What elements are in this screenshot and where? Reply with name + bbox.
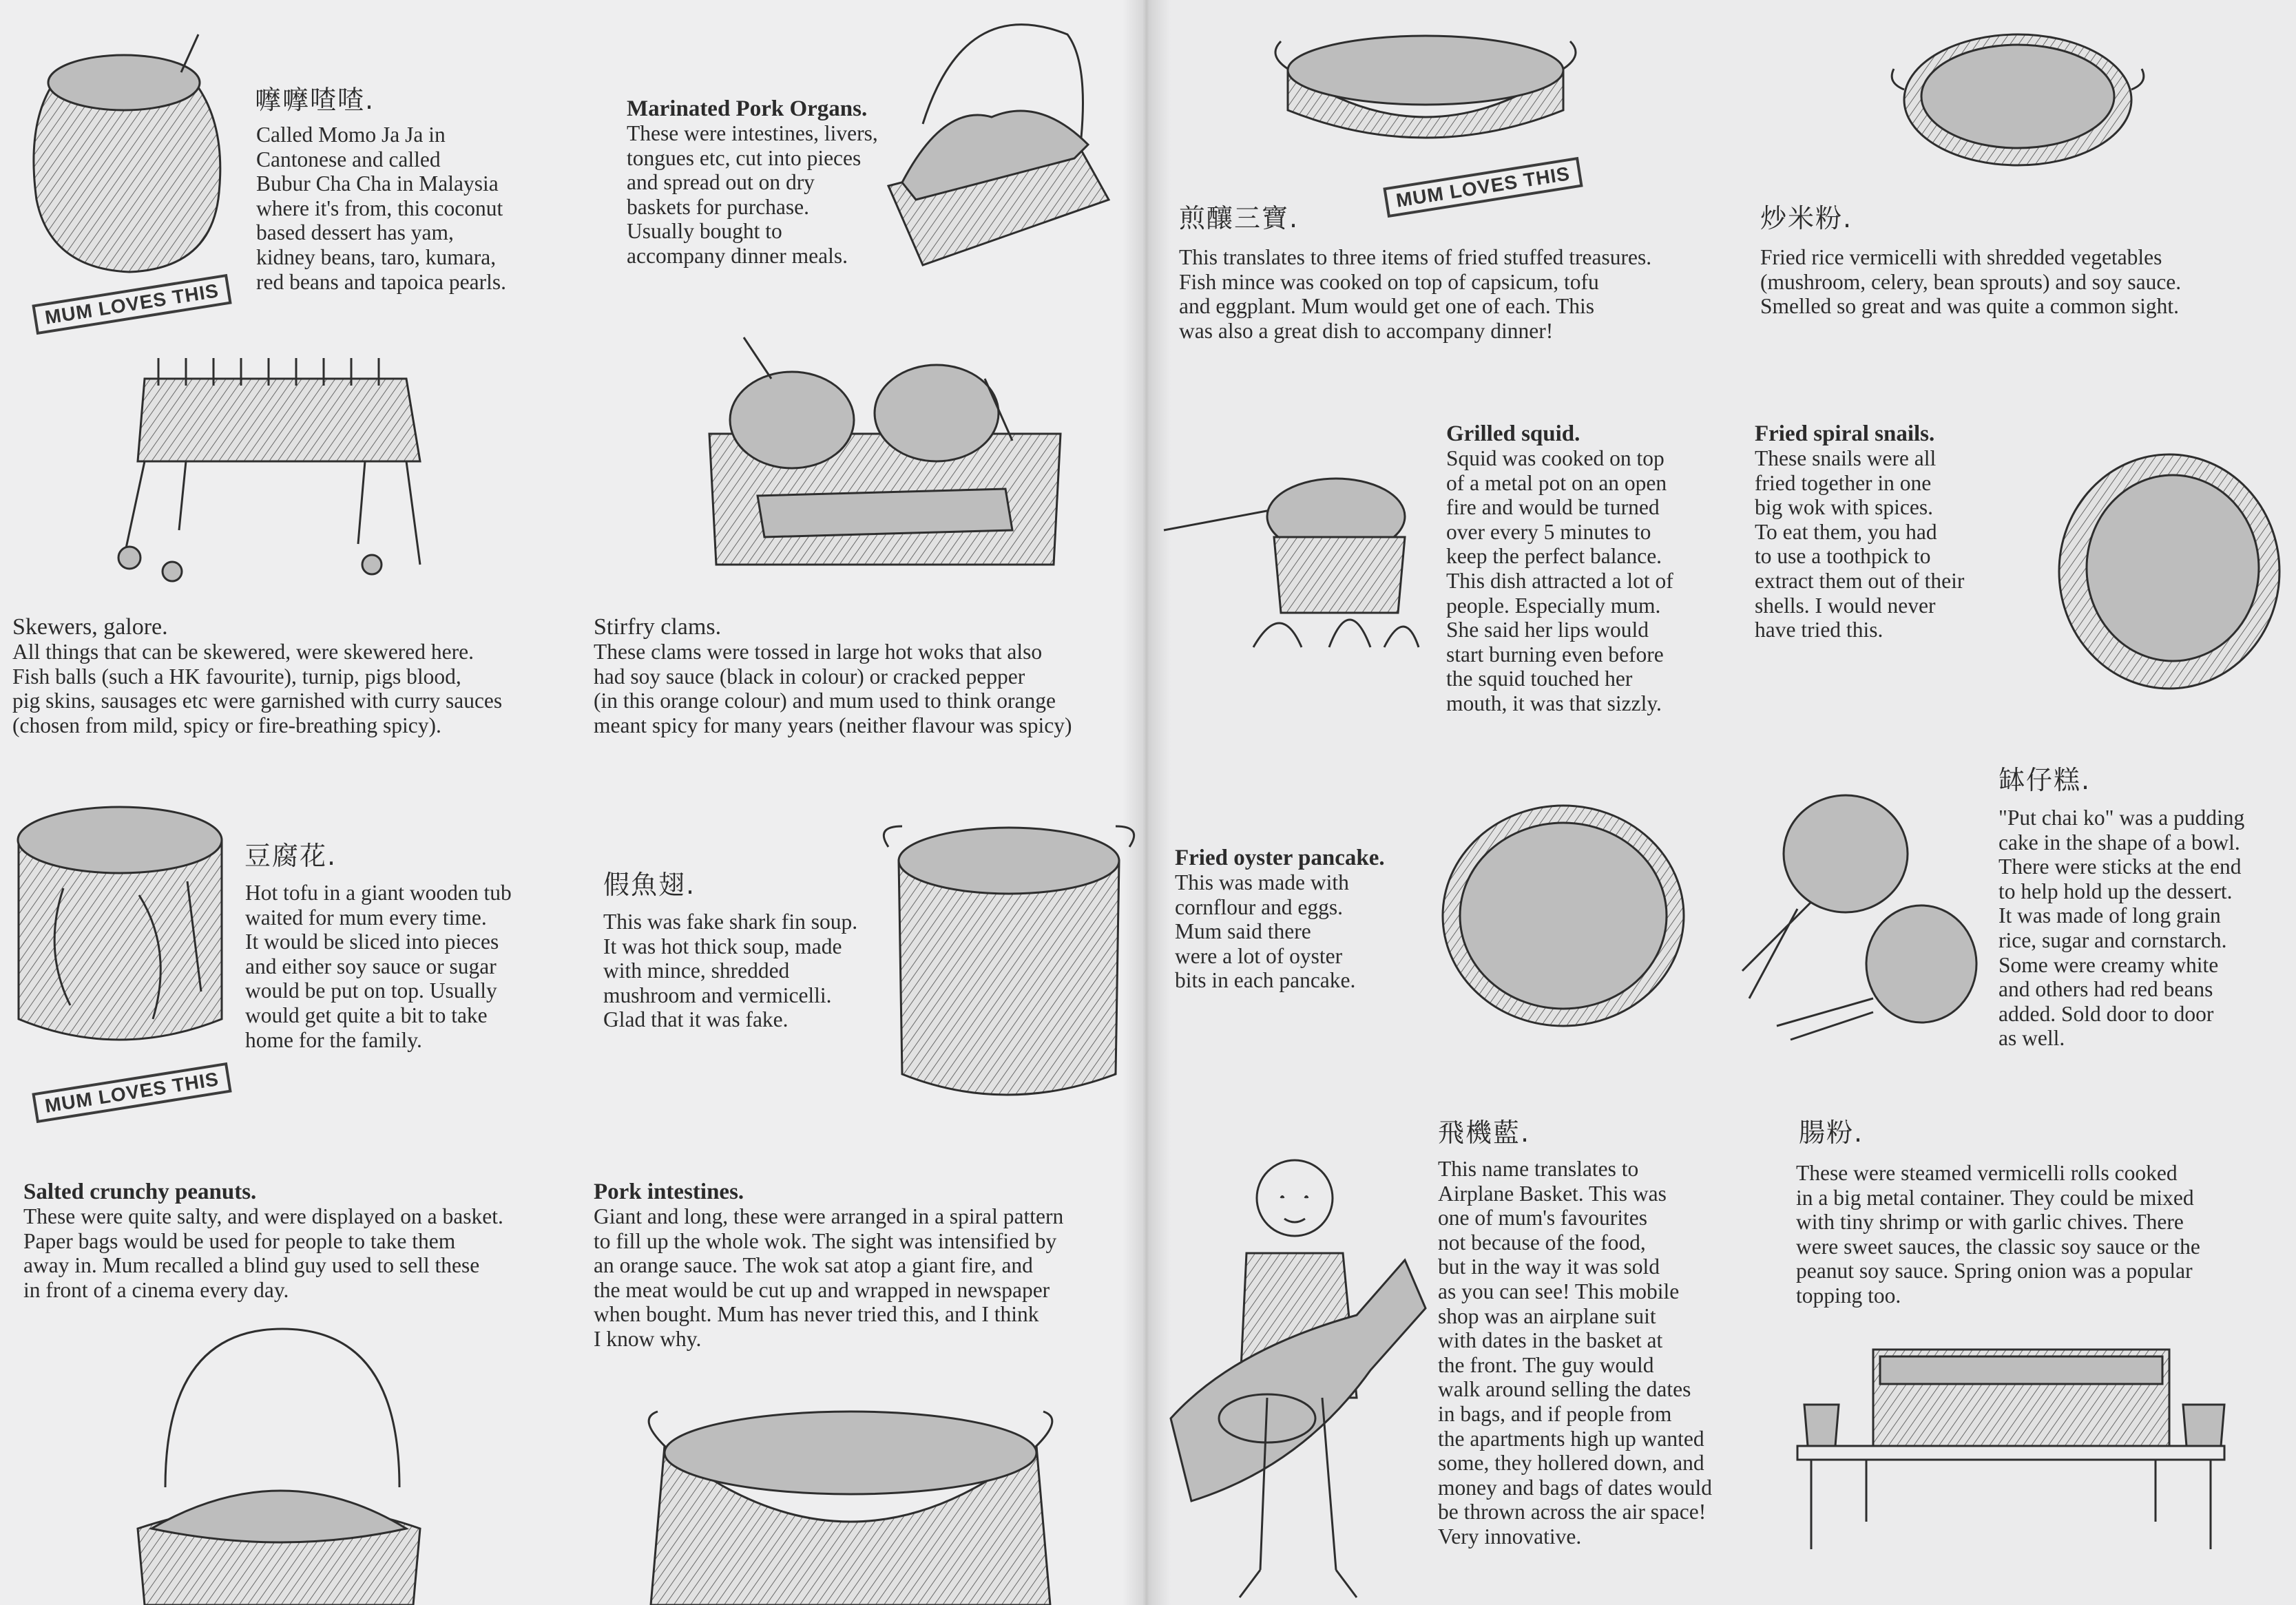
- peanuts-title: Salted crunchy peanuts.: [23, 1179, 257, 1204]
- squid-section: [1446, 421, 1673, 716]
- vermicelli-pan-illustration: [1887, 28, 2149, 172]
- snails-description: These snails were all fried together in one big wok with spices. To eat them, you had to use a toothpick to extract them out of their shells. I would never have tried this.: [1755, 446, 1965, 642]
- mum-loves-this-stamp: MUM LOVES THIS: [32, 1062, 231, 1123]
- chai-ko-description: "Put chai ko" was a pudding cake in the shape of a bowl. There were sticks at the end to help hold up the dessert. It was made of long grain rice, sugar and cornstarch. Some were creamy white and others had red beans added. Sold door to door as well.: [1998, 806, 2245, 1051]
- squid-title: Grilled squid.: [1446, 421, 1580, 446]
- tofu-title: 豆腐花.: [244, 841, 337, 871]
- cheung-fun-title: 腸粉.: [1799, 1118, 1864, 1148]
- skewers-title: Skewers, galore.: [12, 614, 168, 640]
- clams-section: [594, 615, 1072, 737]
- three-treasures-description: This translates to three items of fried stuffed treasures. Fish mince was cooked on top of capsicum, tofu and eggplant. Mum would get one of each. This was also a great dish to accompany dinner!: [1179, 245, 1652, 343]
- peanut-basket-illustration: [138, 1329, 427, 1605]
- chai-ko-title: 缽仔糕.: [1998, 765, 2091, 795]
- dessert-pot-illustration: [12, 41, 233, 275]
- peanuts-description: These were quite salty, and were displayed on a basket. Paper bags would be used for people to take them away in. Mum recalled a blind guy used to sell these in front of a cinema every day.: [23, 1204, 503, 1302]
- oyster-section: [1175, 846, 1385, 993]
- intestines-title: Pork intestines.: [594, 1179, 744, 1204]
- intestine-wok-illustration: [637, 1405, 1064, 1605]
- pudding-cakes-illustration: [1735, 792, 1997, 1047]
- mum-loves-this-stamp: MUM LOVES THIS: [1383, 157, 1583, 218]
- clams-title: Stirfry clams.: [594, 614, 722, 640]
- vermicelli-title: 炒米粉.: [1760, 203, 1853, 233]
- shark-fin-description: This was fake shark fin soup. It was hot thick soup, made with mince, shredded mushroom and vermicelli. Glad that it was fake.: [603, 910, 858, 1032]
- snails-section: [1755, 421, 1964, 642]
- tofu-description: Hot tofu in a giant wooden tub waited for mum every time. It would be sliced into pieces and either soy sauce or sugar would be put on top. Usually would get quite a bit to take home for the family.: [245, 881, 512, 1052]
- vermicelli-description: Fried rice vermicelli with shredded vegetables (mushroom, celery, bean sprouts) and soy sauce. Smelled so great and was quite a common sight.: [1760, 245, 2182, 319]
- steamer-table-illustration: [1784, 1343, 2252, 1549]
- shark-fin-title: 假魚翅.: [603, 870, 696, 900]
- snail-wok-illustration: [2052, 448, 2286, 695]
- three-treasures-title: 煎釀三寶.: [1179, 203, 1300, 233]
- momo-description: Called Momo Ja Ja in Cantonese and called Bubur Cha Cha in Malaysia where it's from, this coconut based dessert has yam, kidney beans, taro, kumara, red beans and tapoica pearls.: [256, 123, 506, 294]
- skewers-section: [12, 615, 502, 737]
- airplane-description: This name translates to Airplane Basket. This was one of mum's favourites not because of the food, but in the way it was sold as you can see! This mobile shop was an airplane suit with dates in the basket at the front. The guy would walk around selling the dates in bags, and if people from the apartments high up wanted some, they hollered down, and money and bags of dates would be thrown across the air space! Very innovative.: [1438, 1157, 1713, 1549]
- soup-pot-illustration: [888, 819, 1129, 1115]
- pork-organs-description: These were intestines, livers, tongues etc, cut into pieces and spread out on dry baskets for purchase. Usually bought to accompany dinner meals.: [627, 121, 878, 268]
- cheung-fun-description: These were steamed vermicelli rolls cooked in a big metal container. They could be mixed with tiny shrimp or with garlic chives. There were sweet sauces, the classic soy sauce or the peanut soy sauce. Spring onion was a popular topping too.: [1796, 1161, 2200, 1308]
- oyster-title: Fried oyster pancake.: [1175, 846, 1385, 870]
- grilled-squid-illustration: [1164, 475, 1426, 654]
- airplane-title: 飛機藍.: [1438, 1118, 1531, 1148]
- squid-description: Squid was cooked on top of a metal pot on an open fire and would be turned over every 5 minutes to keep the perfect balance. This dish attracted a lot of people. Especially mum. She said her lips would start burning even before the squid touched her mouth, it was that sizzly.: [1446, 446, 1673, 715]
- oyster-description: This was made with cornflour and eggs. Mum said there were a lot of oyster bits in each pancake.: [1175, 870, 1356, 993]
- mum-loves-this-stamp: MUM LOVES THIS: [32, 274, 231, 335]
- airplane-basket-seller-illustration: [1164, 1143, 1439, 1605]
- pork-organs-title: Marinated Pork Organs.: [627, 96, 868, 121]
- clams-description: These clams were tossed in large hot woks that also had soy sauce (black in colour) or cracked pepper (in this orange colour) and mum used to think orange meant spicy for many years (neither flavour was spicy): [594, 640, 1072, 737]
- intestines-section: [594, 1179, 1063, 1352]
- skewers-description: All things that can be skewered, were skewered here. Fish balls (such a HK favourite), turnip, pigs blood, pig skins, sausages etc were garnished with curry sauces (chosen from mild, spicy or fire-breathing spicy).: [12, 640, 503, 737]
- skewer-cart-illustration: [131, 358, 441, 592]
- oyster-pancake-illustration: [1439, 799, 1687, 1033]
- peanuts-section: [23, 1179, 503, 1302]
- stuffed-treasures-wok-illustration: [1267, 28, 1584, 151]
- momo-title: 嚤嚤喳喳.: [255, 85, 375, 115]
- basket-of-organs-illustration: [881, 21, 1116, 269]
- intestines-description: Giant and long, these were arranged in a spiral pattern to fill up the whole wok. The sight was intensified by an orange sauce. The wok sat atop a giant fire, and the meat would be cut up and wrapped in newspaper when bought. Mum has never tried this, and I think I know why.: [594, 1204, 1064, 1351]
- clam-woks-illustration: [696, 337, 1081, 599]
- pork-organs-section: [627, 96, 878, 269]
- wooden-tub-illustration: [15, 799, 236, 1047]
- snails-title: Fried spiral snails.: [1755, 421, 1935, 446]
